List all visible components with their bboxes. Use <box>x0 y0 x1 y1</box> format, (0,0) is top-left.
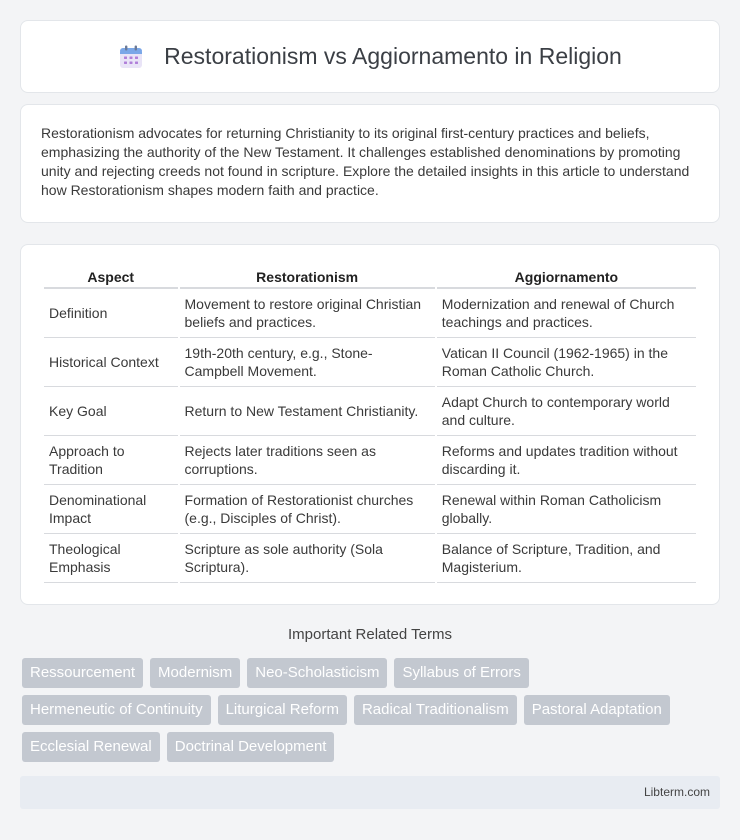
footer-site-link[interactable]: Libterm.com <box>643 785 710 799</box>
intro-card <box>20 104 720 223</box>
calendar-icon <box>118 44 144 70</box>
related-terms-list <box>22 658 722 762</box>
related-term-tag[interactable]: Doctrinal Development <box>167 732 335 762</box>
table-row <box>44 338 696 387</box>
header-aggiornamento: Aggiornamento <box>437 263 696 289</box>
cell-restorationism: Rejects later traditions seen as corruptions. <box>180 436 435 485</box>
cell-aggiornamento: Vatican II Council (1962-1965) in the Roman Catholic Church. <box>437 338 696 387</box>
cell-aggiornamento: Balance of Scripture, Tradition, and Magisterium. <box>437 534 696 583</box>
header-restorationism: Restorationism <box>180 263 435 289</box>
cell-restorationism: Formation of Restorationist churches (e.g., Disciples of Christ). <box>180 485 435 534</box>
header-card <box>20 20 720 93</box>
related-term-tag[interactable]: Ressourcement <box>22 658 143 688</box>
table-header-row <box>44 263 696 289</box>
cell-restorationism: Movement to restore original Christian beliefs and practices. <box>180 289 435 338</box>
related-term-tag[interactable]: Hermeneutic of Continuity <box>22 695 211 725</box>
footer <box>20 776 720 809</box>
table-row <box>44 289 696 338</box>
cell-aggiornamento: Modernization and renewal of Church teachings and practices. <box>437 289 696 338</box>
cell-restorationism: Return to New Testament Christianity. <box>180 387 435 436</box>
related-term-tag[interactable]: Pastoral Adaptation <box>524 695 670 725</box>
related-term-tag[interactable]: Ecclesial Renewal <box>22 732 160 762</box>
cell-aspect: Approach to Tradition <box>44 436 178 485</box>
cell-aspect: Denominational Impact <box>44 485 178 534</box>
cell-aspect: Historical Context <box>44 338 178 387</box>
related-terms-heading: Important Related Terms <box>288 626 452 643</box>
cell-restorationism: Scripture as sole authority (Sola Scriptura). <box>180 534 435 583</box>
table-row <box>44 387 696 436</box>
table-row <box>44 485 696 534</box>
comparison-table <box>42 263 698 583</box>
cell-aspect: Definition <box>44 289 178 338</box>
page-title: Restorationism vs Aggiornamento in Religion <box>164 43 622 69</box>
cell-aspect: Theological Emphasis <box>44 534 178 583</box>
related-term-tag[interactable]: Modernism <box>150 658 240 688</box>
table-row <box>44 534 696 583</box>
table-row <box>44 436 696 485</box>
cell-restorationism: 19th-20th century, e.g., Stone-Campbell Movement. <box>180 338 435 387</box>
related-term-tag[interactable]: Liturgical Reform <box>218 695 347 725</box>
related-term-tag[interactable]: Neo-Scholasticism <box>247 658 387 688</box>
related-term-tag[interactable]: Syllabus of Errors <box>394 658 528 688</box>
cell-aggiornamento: Adapt Church to contemporary world and culture. <box>437 387 696 436</box>
cell-aggiornamento: Reforms and updates tradition without discarding it. <box>437 436 696 485</box>
cell-aspect: Key Goal <box>44 387 178 436</box>
related-term-tag[interactable]: Radical Traditionalism <box>354 695 517 725</box>
cell-aggiornamento: Renewal within Roman Catholicism globally. <box>437 485 696 534</box>
comparison-table-card <box>20 244 720 605</box>
intro-text: Restorationism advocates for returning Christianity to its original first-century practices and beliefs, emphasizing the authority of the New Testament. It challenges established denominations by promoting unity and rejecting creeds not found in scripture. Explore the detailed insights in this article to understand how Restorationism shapes modern faith and practice. <box>41 125 690 198</box>
header-aspect: Aspect <box>44 263 178 289</box>
